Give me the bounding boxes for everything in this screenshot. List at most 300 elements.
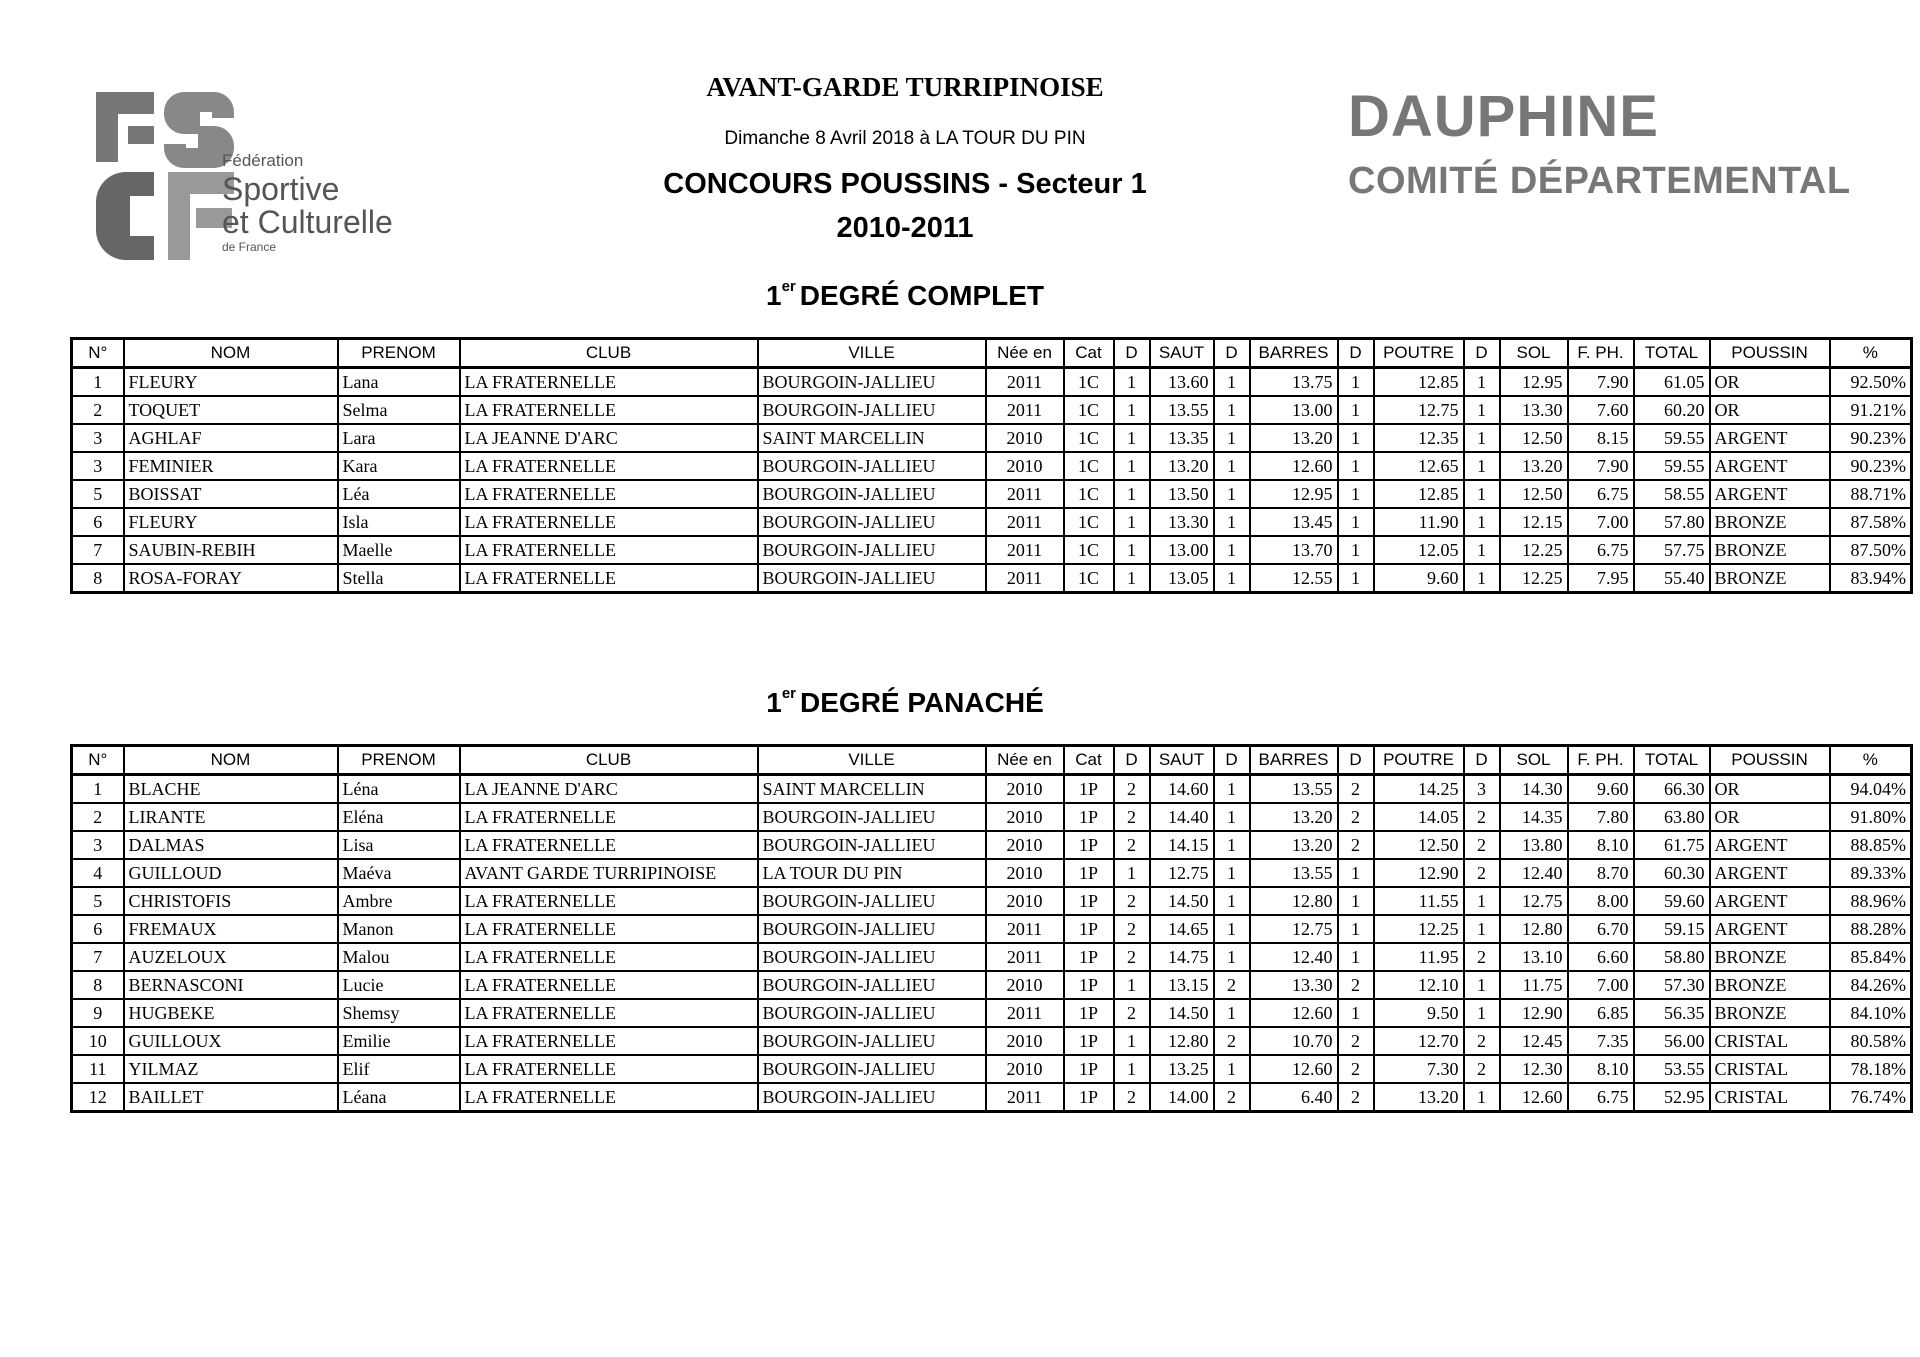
- cell-num: 4: [72, 859, 124, 887]
- cell-total: 59.55: [1634, 452, 1710, 480]
- cell-f-ph: 7.35: [1568, 1027, 1634, 1055]
- cell-d-saut: 2: [1114, 943, 1150, 971]
- cell-d-poutre: 1: [1338, 508, 1374, 536]
- cell-barres: 12.95: [1250, 480, 1338, 508]
- cell-saut: 13.05: [1150, 564, 1214, 593]
- cell-ville: SAINT MARCELLIN: [758, 775, 986, 804]
- cell-nom: FLEURY: [124, 368, 338, 397]
- col-header-d-poutre: D: [1338, 746, 1374, 775]
- cell-d-sol: 1: [1464, 1083, 1500, 1112]
- cell-total: 52.95: [1634, 1083, 1710, 1112]
- cell-d-barres: 1: [1214, 452, 1250, 480]
- cell-nom: AGHLAF: [124, 424, 338, 452]
- cell-percent: 88.85%: [1830, 831, 1912, 859]
- cell-d-sol: 1: [1464, 971, 1500, 999]
- cell-percent: 91.21%: [1830, 396, 1912, 424]
- col-header-f-ph: F. PH.: [1568, 339, 1634, 368]
- cell-sol: 12.45: [1500, 1027, 1568, 1055]
- cell-poutre: 11.95: [1374, 943, 1464, 971]
- dauphine-line1: DAUPHINE: [1348, 84, 1659, 149]
- cell-percent: 78.18%: [1830, 1055, 1912, 1083]
- col-header-total: TOTAL: [1634, 746, 1710, 775]
- cell-prenom: Manon: [338, 915, 460, 943]
- cell-barres: 13.55: [1250, 859, 1338, 887]
- cell-f-ph: 6.60: [1568, 943, 1634, 971]
- section-title-complet: [0, 277, 1810, 312]
- table-row: [72, 971, 1912, 999]
- cell-d-saut: 1: [1114, 368, 1150, 397]
- fscf-line1: Fédération: [222, 151, 304, 170]
- cell-nom: FREMAUX: [124, 915, 338, 943]
- cell-poussin: BRONZE: [1710, 971, 1830, 999]
- cell-num: 5: [72, 480, 124, 508]
- cell-barres: 12.75: [1250, 915, 1338, 943]
- cell-poutre: 12.35: [1374, 424, 1464, 452]
- cell-saut: 13.20: [1150, 452, 1214, 480]
- cell-d-barres: 1: [1214, 915, 1250, 943]
- cell-poussin: CRISTAL: [1710, 1083, 1830, 1112]
- table-header-row: [72, 339, 1912, 368]
- cell-ville: BOURGOIN-JALLIEU: [758, 971, 986, 999]
- cell-barres: 13.30: [1250, 971, 1338, 999]
- cell-club: LA FRATERNELLE: [460, 452, 758, 480]
- cell-ville: BOURGOIN-JALLIEU: [758, 915, 986, 943]
- cell-ville: SAINT MARCELLIN: [758, 424, 986, 452]
- cell-d-poutre: 1: [1338, 943, 1374, 971]
- col-header-ville: VILLE: [758, 339, 986, 368]
- cell-d-poutre: 1: [1338, 859, 1374, 887]
- cell-nee-en: 2010: [986, 424, 1064, 452]
- cell-saut: 14.65: [1150, 915, 1214, 943]
- table-row: [72, 396, 1912, 424]
- cell-cat: 1P: [1064, 887, 1114, 915]
- cell-d-barres: 1: [1214, 1055, 1250, 1083]
- col-header-prenom: PRENOM: [338, 339, 460, 368]
- cell-ville: BOURGOIN-JALLIEU: [758, 536, 986, 564]
- header-title: CONCOURS POUSSINS - Secteur 1: [663, 168, 1147, 200]
- cell-total: 57.30: [1634, 971, 1710, 999]
- cell-barres: 13.00: [1250, 396, 1338, 424]
- cell-ville: BOURGOIN-JALLIEU: [758, 831, 986, 859]
- cell-num: 10: [72, 1027, 124, 1055]
- col-header-d-sol: D: [1464, 746, 1500, 775]
- cell-club: LA FRATERNELLE: [460, 480, 758, 508]
- col-header-percent: %: [1830, 746, 1912, 775]
- cell-d-sol: 1: [1464, 915, 1500, 943]
- cell-prenom: Léa: [338, 480, 460, 508]
- cell-d-sol: 2: [1464, 943, 1500, 971]
- cell-prenom: Malou: [338, 943, 460, 971]
- cell-cat: 1C: [1064, 424, 1114, 452]
- col-header-barres: BARRES: [1250, 746, 1338, 775]
- cell-d-saut: 1: [1114, 508, 1150, 536]
- cell-saut: 13.15: [1150, 971, 1214, 999]
- cell-f-ph: 7.90: [1568, 368, 1634, 397]
- cell-barres: 12.60: [1250, 1055, 1338, 1083]
- col-header-d-saut: D: [1114, 746, 1150, 775]
- cell-cat: 1P: [1064, 915, 1114, 943]
- cell-f-ph: 7.00: [1568, 508, 1634, 536]
- cell-d-saut: 1: [1114, 396, 1150, 424]
- col-header-barres: BARRES: [1250, 339, 1338, 368]
- cell-barres: 13.20: [1250, 424, 1338, 452]
- cell-nom: GUILLOUD: [124, 859, 338, 887]
- cell-barres: 13.45: [1250, 508, 1338, 536]
- cell-d-poutre: 1: [1338, 368, 1374, 397]
- cell-poutre: 13.20: [1374, 1083, 1464, 1112]
- cell-saut: 14.50: [1150, 999, 1214, 1027]
- cell-nom: ROSA-FORAY: [124, 564, 338, 593]
- cell-poussin: OR: [1710, 775, 1830, 804]
- header-date: Dimanche 8 Avril 2018 à LA TOUR DU PIN: [724, 128, 1086, 149]
- cell-nom: FLEURY: [124, 508, 338, 536]
- cell-nee-en: 2011: [986, 536, 1064, 564]
- cell-d-sol: 2: [1464, 859, 1500, 887]
- col-header-d-sol: D: [1464, 339, 1500, 368]
- cell-sol: 12.95: [1500, 368, 1568, 397]
- section-title-num: 1: [766, 280, 782, 311]
- cell-poutre: 12.65: [1374, 452, 1464, 480]
- cell-f-ph: 7.60: [1568, 396, 1634, 424]
- cell-d-saut: 1: [1114, 480, 1150, 508]
- cell-ville: BOURGOIN-JALLIEU: [758, 803, 986, 831]
- dauphine-line2: COMITÉ DÉPARTEMENTAL: [1348, 160, 1851, 202]
- cell-nee-en: 2010: [986, 1027, 1064, 1055]
- cell-d-barres: 2: [1214, 971, 1250, 999]
- table-row: [72, 999, 1912, 1027]
- table-row: [72, 564, 1912, 593]
- cell-cat: 1C: [1064, 396, 1114, 424]
- results-table-panache: [70, 744, 1913, 1113]
- cell-d-poutre: 2: [1338, 831, 1374, 859]
- cell-sol: 11.75: [1500, 971, 1568, 999]
- cell-ville: BOURGOIN-JALLIEU: [758, 564, 986, 593]
- cell-f-ph: 8.70: [1568, 859, 1634, 887]
- cell-prenom: Ambre: [338, 887, 460, 915]
- section-title-text: DEGRÉ PANACHÉ: [800, 687, 1044, 718]
- cell-barres: 13.75: [1250, 368, 1338, 397]
- header-years: 2010-2011: [836, 212, 974, 244]
- cell-percent: 88.96%: [1830, 887, 1912, 915]
- cell-sol: 12.30: [1500, 1055, 1568, 1083]
- cell-club: LA FRATERNELLE: [460, 887, 758, 915]
- table-row: [72, 775, 1912, 804]
- cell-d-poutre: 1: [1338, 396, 1374, 424]
- cell-poussin: OR: [1710, 803, 1830, 831]
- cell-d-poutre: 1: [1338, 424, 1374, 452]
- cell-d-poutre: 2: [1338, 1027, 1374, 1055]
- col-header-poutre: POUTRE: [1374, 339, 1464, 368]
- cell-num: 8: [72, 564, 124, 593]
- cell-club: LA FRATERNELLE: [460, 831, 758, 859]
- cell-club: LA FRATERNELLE: [460, 915, 758, 943]
- cell-percent: 80.58%: [1830, 1027, 1912, 1055]
- cell-d-saut: 2: [1114, 999, 1150, 1027]
- cell-total: 61.05: [1634, 368, 1710, 397]
- cell-percent: 85.84%: [1830, 943, 1912, 971]
- section-title-sup: er: [781, 684, 797, 702]
- cell-prenom: Emilie: [338, 1027, 460, 1055]
- cell-ville: BOURGOIN-JALLIEU: [758, 1083, 986, 1112]
- cell-club: AVANT GARDE TURRIPINOISE: [460, 859, 758, 887]
- cell-nom: BOISSAT: [124, 480, 338, 508]
- cell-d-sol: 2: [1464, 1027, 1500, 1055]
- cell-d-sol: 1: [1464, 887, 1500, 915]
- cell-poutre: 9.50: [1374, 999, 1464, 1027]
- cell-num: 8: [72, 971, 124, 999]
- cell-total: 56.35: [1634, 999, 1710, 1027]
- cell-num: 11: [72, 1055, 124, 1083]
- cell-percent: 92.50%: [1830, 368, 1912, 397]
- col-header-d-poutre: D: [1338, 339, 1374, 368]
- cell-poutre: 12.85: [1374, 368, 1464, 397]
- section-title-num: 1: [766, 687, 782, 718]
- cell-club: LA JEANNE D'ARC: [460, 775, 758, 804]
- cell-d-barres: 1: [1214, 803, 1250, 831]
- fscf-line2: Sportive: [222, 171, 340, 207]
- col-header-nom: NOM: [124, 339, 338, 368]
- cell-poussin: CRISTAL: [1710, 1027, 1830, 1055]
- col-header-f-ph: F. PH.: [1568, 746, 1634, 775]
- cell-nom: YILMAZ: [124, 1055, 338, 1083]
- cell-ville: LA TOUR DU PIN: [758, 859, 986, 887]
- cell-club: LA FRATERNELLE: [460, 1055, 758, 1083]
- cell-total: 58.80: [1634, 943, 1710, 971]
- cell-poussin: BRONZE: [1710, 999, 1830, 1027]
- col-header-d-barres: D: [1214, 339, 1250, 368]
- table-row: [72, 831, 1912, 859]
- cell-nom: TOQUET: [124, 396, 338, 424]
- cell-poussin: OR: [1710, 368, 1830, 397]
- cell-nom: GUILLOUX: [124, 1027, 338, 1055]
- results-table-complet: [70, 337, 1913, 594]
- cell-total: 58.55: [1634, 480, 1710, 508]
- cell-poutre: 12.85: [1374, 480, 1464, 508]
- cell-saut: 13.55: [1150, 396, 1214, 424]
- cell-sol: 13.30: [1500, 396, 1568, 424]
- col-header-cat: Cat: [1064, 339, 1114, 368]
- cell-total: 60.20: [1634, 396, 1710, 424]
- col-header-poussin: POUSSIN: [1710, 339, 1830, 368]
- cell-cat: 1C: [1064, 508, 1114, 536]
- cell-ville: BOURGOIN-JALLIEU: [758, 508, 986, 536]
- cell-d-saut: 2: [1114, 803, 1150, 831]
- cell-poussin: ARGENT: [1710, 452, 1830, 480]
- table-row: [72, 508, 1912, 536]
- cell-club: LA FRATERNELLE: [460, 971, 758, 999]
- cell-saut: 13.00: [1150, 536, 1214, 564]
- cell-poussin: BRONZE: [1710, 536, 1830, 564]
- cell-club: LA FRATERNELLE: [460, 943, 758, 971]
- cell-cat: 1P: [1064, 775, 1114, 804]
- cell-d-sol: 2: [1464, 803, 1500, 831]
- cell-percent: 83.94%: [1830, 564, 1912, 593]
- cell-club: LA FRATERNELLE: [460, 368, 758, 397]
- cell-poutre: 11.55: [1374, 887, 1464, 915]
- cell-d-barres: 2: [1214, 1027, 1250, 1055]
- table-row: [72, 424, 1912, 452]
- cell-sol: 12.60: [1500, 1083, 1568, 1112]
- fscf-line3: et Culturelle: [222, 204, 393, 240]
- cell-poussin: BRONZE: [1710, 564, 1830, 593]
- cell-d-barres: 1: [1214, 396, 1250, 424]
- cell-poutre: 12.05: [1374, 536, 1464, 564]
- cell-d-sol: 1: [1464, 508, 1500, 536]
- cell-nom: SAUBIN-REBIH: [124, 536, 338, 564]
- cell-num: 1: [72, 368, 124, 397]
- col-header-d-saut: D: [1114, 339, 1150, 368]
- col-header-nee-en: Née en: [986, 746, 1064, 775]
- cell-f-ph: 6.70: [1568, 915, 1634, 943]
- cell-d-sol: 1: [1464, 564, 1500, 593]
- cell-sol: 12.25: [1500, 536, 1568, 564]
- cell-d-barres: 1: [1214, 887, 1250, 915]
- cell-poussin: ARGENT: [1710, 887, 1830, 915]
- cell-nee-en: 2010: [986, 971, 1064, 999]
- cell-nee-en: 2010: [986, 452, 1064, 480]
- cell-cat: 1P: [1064, 831, 1114, 859]
- cell-club: LA FRATERNELLE: [460, 536, 758, 564]
- cell-d-saut: 1: [1114, 424, 1150, 452]
- cell-poussin: CRISTAL: [1710, 1055, 1830, 1083]
- cell-sol: 13.10: [1500, 943, 1568, 971]
- cell-total: 59.55: [1634, 424, 1710, 452]
- cell-sol: 12.80: [1500, 915, 1568, 943]
- cell-num: 3: [72, 452, 124, 480]
- cell-f-ph: 9.60: [1568, 775, 1634, 804]
- cell-nom: BLACHE: [124, 775, 338, 804]
- cell-d-barres: 1: [1214, 508, 1250, 536]
- cell-club: LA FRATERNELLE: [460, 564, 758, 593]
- cell-saut: 13.35: [1150, 424, 1214, 452]
- cell-cat: 1P: [1064, 999, 1114, 1027]
- cell-nee-en: 2011: [986, 1083, 1064, 1112]
- cell-prenom: Eléna: [338, 803, 460, 831]
- cell-percent: 90.23%: [1830, 424, 1912, 452]
- col-header-saut: SAUT: [1150, 339, 1214, 368]
- cell-f-ph: 6.85: [1568, 999, 1634, 1027]
- cell-d-sol: 1: [1464, 536, 1500, 564]
- table-row: [72, 943, 1912, 971]
- cell-saut: 13.25: [1150, 1055, 1214, 1083]
- cell-club: LA JEANNE D'ARC: [460, 424, 758, 452]
- cell-percent: 84.26%: [1830, 971, 1912, 999]
- cell-barres: 12.55: [1250, 564, 1338, 593]
- header-club: AVANT-GARDE TURRIPINOISE: [706, 72, 1104, 102]
- cell-total: 61.75: [1634, 831, 1710, 859]
- cell-d-barres: 1: [1214, 831, 1250, 859]
- cell-cat: 1C: [1064, 368, 1114, 397]
- cell-ville: BOURGOIN-JALLIEU: [758, 452, 986, 480]
- col-header-num: N°: [72, 746, 124, 775]
- cell-d-sol: 2: [1464, 1055, 1500, 1083]
- cell-poutre: 12.70: [1374, 1027, 1464, 1055]
- cell-f-ph: 6.75: [1568, 1083, 1634, 1112]
- cell-cat: 1P: [1064, 859, 1114, 887]
- cell-ville: BOURGOIN-JALLIEU: [758, 368, 986, 397]
- col-header-cat: Cat: [1064, 746, 1114, 775]
- cell-poussin: BRONZE: [1710, 943, 1830, 971]
- cell-d-sol: 1: [1464, 999, 1500, 1027]
- table-row: [72, 887, 1912, 915]
- cell-ville: BOURGOIN-JALLIEU: [758, 396, 986, 424]
- cell-d-saut: 1: [1114, 971, 1150, 999]
- col-header-poussin: POUSSIN: [1710, 746, 1830, 775]
- cell-d-poutre: 2: [1338, 971, 1374, 999]
- cell-barres: 13.20: [1250, 831, 1338, 859]
- cell-nee-en: 2010: [986, 803, 1064, 831]
- col-header-club: CLUB: [460, 339, 758, 368]
- cell-d-barres: 1: [1214, 368, 1250, 397]
- cell-nee-en: 2010: [986, 887, 1064, 915]
- cell-d-saut: 2: [1114, 1083, 1150, 1112]
- cell-ville: BOURGOIN-JALLIEU: [758, 1055, 986, 1083]
- cell-d-sol: 1: [1464, 424, 1500, 452]
- cell-percent: 84.10%: [1830, 999, 1912, 1027]
- cell-ville: BOURGOIN-JALLIEU: [758, 887, 986, 915]
- cell-poutre: 9.60: [1374, 564, 1464, 593]
- cell-club: LA FRATERNELLE: [460, 999, 758, 1027]
- cell-d-poutre: 2: [1338, 1083, 1374, 1112]
- cell-nee-en: 2010: [986, 1055, 1064, 1083]
- cell-cat: 1C: [1064, 564, 1114, 593]
- cell-total: 60.30: [1634, 859, 1710, 887]
- cell-d-poutre: 1: [1338, 999, 1374, 1027]
- table-row: [72, 1055, 1912, 1083]
- section-title-text: DEGRÉ COMPLET: [799, 280, 1044, 311]
- col-header-saut: SAUT: [1150, 746, 1214, 775]
- cell-d-sol: 1: [1464, 368, 1500, 397]
- cell-d-saut: 2: [1114, 915, 1150, 943]
- cell-saut: 14.15: [1150, 831, 1214, 859]
- cell-saut: 14.00: [1150, 1083, 1214, 1112]
- cell-d-poutre: 1: [1338, 564, 1374, 593]
- table-row: [72, 1027, 1912, 1055]
- cell-d-sol: 1: [1464, 480, 1500, 508]
- cell-saut: 14.60: [1150, 775, 1214, 804]
- cell-cat: 1C: [1064, 452, 1114, 480]
- cell-club: LA FRATERNELLE: [460, 803, 758, 831]
- cell-num: 3: [72, 831, 124, 859]
- cell-percent: 89.33%: [1830, 859, 1912, 887]
- cell-nee-en: 2010: [986, 859, 1064, 887]
- section-title-sup: er: [781, 277, 796, 295]
- cell-nee-en: 2011: [986, 999, 1064, 1027]
- cell-d-saut: 1: [1114, 536, 1150, 564]
- cell-d-barres: 1: [1214, 424, 1250, 452]
- cell-total: 59.60: [1634, 887, 1710, 915]
- cell-poutre: 12.75: [1374, 396, 1464, 424]
- cell-club: LA FRATERNELLE: [460, 1027, 758, 1055]
- cell-poutre: 14.05: [1374, 803, 1464, 831]
- cell-prenom: Shemsy: [338, 999, 460, 1027]
- cell-cat: 1P: [1064, 1055, 1114, 1083]
- cell-num: 6: [72, 508, 124, 536]
- cell-prenom: Lana: [338, 368, 460, 397]
- cell-saut: 13.50: [1150, 480, 1214, 508]
- cell-nom: LIRANTE: [124, 803, 338, 831]
- col-header-sol: SOL: [1500, 339, 1568, 368]
- cell-nee-en: 2011: [986, 508, 1064, 536]
- cell-d-saut: 2: [1114, 831, 1150, 859]
- cell-saut: 14.50: [1150, 887, 1214, 915]
- cell-d-saut: 1: [1114, 564, 1150, 593]
- cell-prenom: Stella: [338, 564, 460, 593]
- cell-f-ph: 6.75: [1568, 536, 1634, 564]
- cell-num: 3: [72, 424, 124, 452]
- cell-d-poutre: 2: [1338, 1055, 1374, 1083]
- cell-poussin: ARGENT: [1710, 859, 1830, 887]
